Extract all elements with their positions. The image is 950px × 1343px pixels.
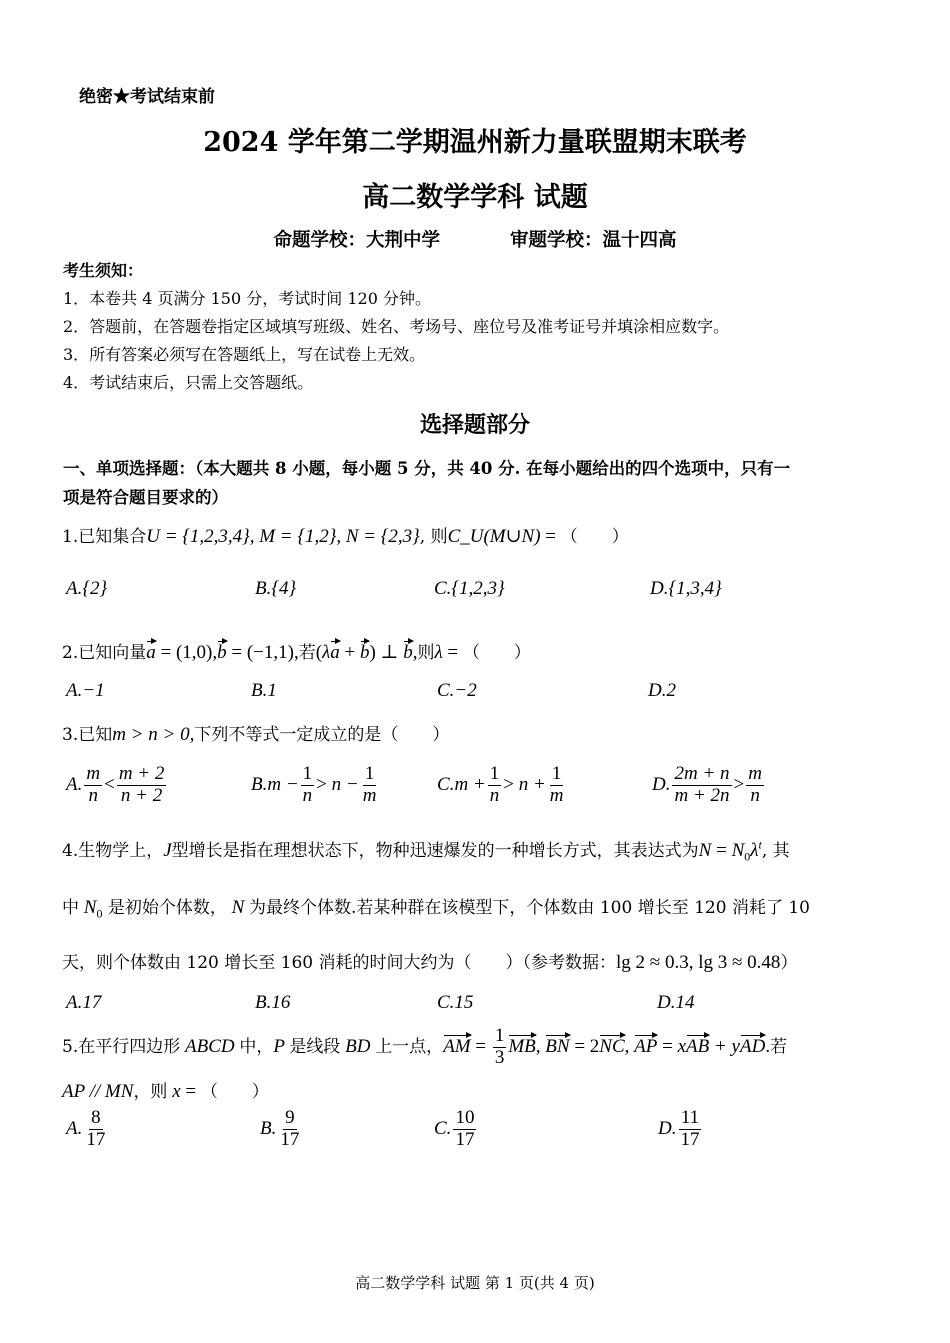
q4-option-a: A.17	[66, 992, 102, 1013]
q5-option-a: A. $\frac{8}{17}$	[66, 1107, 106, 1150]
q1-paren: （ ）	[560, 527, 629, 547]
q2-stem: 2.已知向量	[62, 643, 147, 663]
q3-option-d: D. $\frac{2m + n}{m + 2n}$ > $\frac{m}{n}$	[652, 763, 762, 806]
q1-option-b: B.{4}	[255, 578, 297, 599]
notice-title: 考生须知：	[63, 261, 144, 280]
q3-stem: 3.已知	[62, 725, 113, 745]
q2-cond: 若	[298, 643, 316, 663]
q2-option-d: D.2	[648, 680, 676, 701]
reviewer-school: 审题学校：温十四高	[510, 230, 677, 251]
q4-option-c: C.15	[437, 992, 474, 1013]
notice-item: 4．考试结束后，只需上交答题纸。	[63, 373, 314, 392]
q2-option-c: C.−2	[437, 680, 477, 701]
q3-tail: 下列不等式一定成立的是	[194, 725, 382, 745]
q4-option-b: B.16	[255, 992, 291, 1013]
q1-option-d: D.{1,3,4}	[650, 578, 722, 599]
question-5-line-1: 5.在平行四边形 ABCD 中，P 是线段 BD 上一点，AM = $\frac{1}{3}$ MB, BN = 2NC, AP = xAB + yAD.若	[62, 1025, 788, 1068]
question-4-line-1: 4.生物学上，J型增长是指在理想状态下，物种迅速爆发的一种增长方式，其表达式为$N = N_0\lambda^t$, 其	[62, 837, 790, 864]
proposer-school: 命题学校：大荆中学	[273, 230, 440, 251]
question-4-line-2: 中 $N_0$ 是初始个体数， N 为最终个体数.若某种群在该模型下，个体数由 100 增长至 120 消耗了 10	[62, 897, 810, 921]
exam-subtitle: 高二数学学科 试题	[362, 182, 588, 213]
q1-option-c: C.{1,2,3}	[434, 578, 505, 599]
question-1: 1.已知集合U = {1,2,3,4}, M = {1,2}, N = {2,3}, 则C_U(M∪N) = （ ）	[62, 526, 629, 547]
notice-item: 1．本卷共 4 页满分 150 分，考试时间 120 分钟。	[63, 289, 431, 308]
question-4-line-3: 天，则个体数由 120 增长至 160 消耗的时间大约为（ ）（参考数据：lg 2 ≈ 0.3, lg 3 ≈ 0.48）	[62, 952, 798, 973]
q5-option-b: B. $\frac{9}{17}$	[260, 1107, 300, 1150]
q1-option-a: A.{2}	[66, 578, 108, 599]
exam-title: 2024 学年第二学期温州新力量联盟期末联考	[203, 127, 747, 158]
question-3	[62, 720, 449, 746]
q5-option-d: D. $\frac{11}{17}$	[658, 1107, 700, 1150]
q3-option-c: C.m + $\frac{1}{n}$ > n + $\frac{1}{m}$	[437, 763, 564, 806]
q2-option-a: A.−1	[66, 680, 105, 701]
q1-expr: C_U(M∪N)	[447, 526, 541, 547]
q3-option-a: A. $\frac{m}{n}$ < $\frac{m + 2}{n + 2}$	[66, 763, 165, 806]
notice-item: 3．所有答案必须写在答题纸上，写在试卷上无效。	[63, 345, 426, 364]
school-info	[0, 226, 950, 252]
q3-cond: m > n > 0,	[112, 724, 195, 745]
q1-stem: 1.已知集合	[62, 527, 147, 547]
question-2: 2.已知向量a = (1,0),b = (−1,1),若(λa + b) ⊥ b,则λ = （ ）	[62, 642, 531, 663]
notice-item: 2．答题前，在答题卷指定区域填写班级、姓名、考场号、座位号及准考证号并填涂相应数字。	[63, 317, 730, 336]
q4-option-d: D.14	[657, 992, 695, 1013]
question-5-line-2: AP // MN，则 x = （ ）	[62, 1081, 269, 1102]
q3-option-b: B.m − $\frac{1}{n}$ > n − $\frac{1}{m}$	[251, 763, 377, 806]
part-heading-cont: 项是符合题目要求的）	[63, 488, 228, 507]
page-footer: 高二数学学科 试题 第 1 页(共 4 页)	[355, 1274, 595, 1292]
q2-paren: （ ）	[462, 643, 531, 663]
q3-paren: （ ）	[381, 725, 450, 745]
q1-sets: U = {1,2,3,4}, M = {1,2}, N = {2,3}	[146, 526, 420, 547]
q2-then: 则	[417, 643, 435, 663]
q1-tail: , 则	[419, 527, 448, 547]
part-heading: 一、单项选择题：（本大题共 8 小题，每小题 5 分，共 40 分. 在每小题给出的四个选项中，只有一	[63, 459, 791, 478]
q2-option-b: B.1	[251, 680, 277, 701]
q5-option-c: C. $\frac{10}{17}$	[434, 1107, 475, 1150]
secret-mark: 绝密★考试结束前	[79, 87, 215, 107]
section-title: 选择题部分	[419, 412, 530, 438]
